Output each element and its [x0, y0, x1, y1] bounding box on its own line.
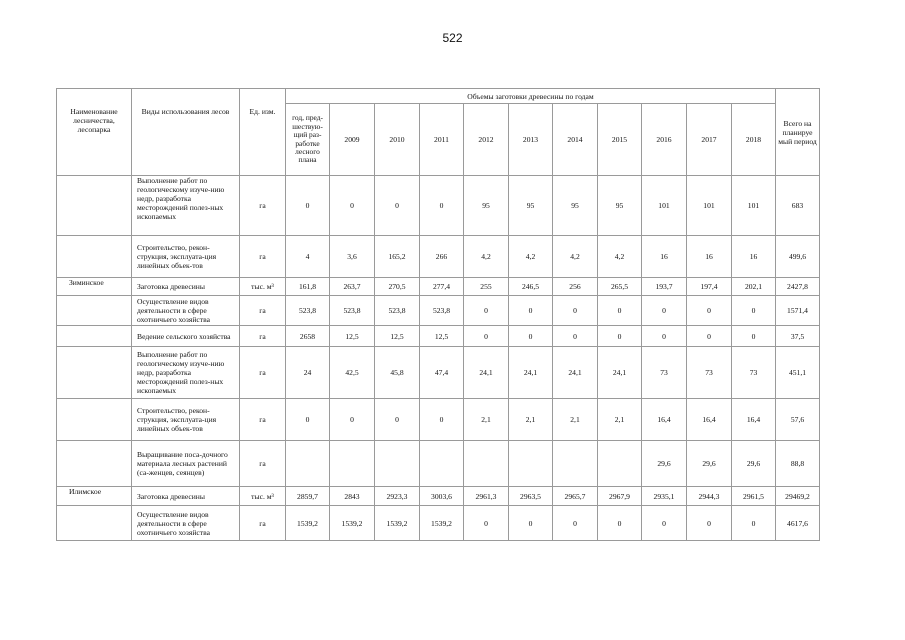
unit-cell: га [240, 296, 286, 326]
year-value-cell: 523,8 [375, 296, 420, 326]
header-forestry-name: Наименование лесничества, лесопарка [57, 89, 132, 176]
year-value-cell: 193,7 [642, 278, 687, 296]
header-forest-use: Виды использования лесов [132, 89, 240, 176]
total-value-cell: 2427,8 [776, 278, 820, 296]
year-value-cell: 29,6 [642, 441, 687, 487]
year-value-cell [464, 441, 509, 487]
year-value-cell: 2935,1 [642, 487, 687, 506]
header-year: 2012 [464, 104, 509, 176]
prev-year-value-cell: 0 [286, 176, 330, 236]
year-value-cell: 12,5 [375, 326, 420, 347]
year-value-cell: 101 [687, 176, 732, 236]
table-row [57, 399, 820, 441]
year-value-cell: 0 [598, 326, 642, 347]
year-value-cell: 16,4 [642, 399, 687, 441]
unit-cell: га [240, 441, 286, 487]
year-value-cell: 2,1 [598, 399, 642, 441]
prev-year-value-cell: 2658 [286, 326, 330, 347]
year-value-cell: 255 [464, 278, 509, 296]
table-row [57, 296, 820, 326]
forestry-name-cell: Илимское [57, 487, 132, 506]
total-value-cell: 499,6 [776, 236, 820, 278]
header-year: 2011 [420, 104, 464, 176]
unit-cell: тыс. м³ [240, 278, 286, 296]
year-value-cell: 0 [375, 176, 420, 236]
year-value-cell: 16,4 [732, 399, 776, 441]
year-value-cell: 263,7 [330, 278, 375, 296]
header-year: 2017 [687, 104, 732, 176]
year-value-cell: 265,5 [598, 278, 642, 296]
year-value-cell: 95 [464, 176, 509, 236]
year-value-cell: 0 [553, 326, 598, 347]
year-value-cell: 24,1 [553, 347, 598, 399]
year-value-cell: 29,6 [732, 441, 776, 487]
forestry-name-cell [57, 506, 132, 541]
year-value-cell: 0 [598, 506, 642, 541]
year-value-cell [509, 441, 553, 487]
total-value-cell: 683 [776, 176, 820, 236]
forestry-name-cell [57, 347, 132, 399]
year-value-cell: 0 [553, 506, 598, 541]
table-row [57, 441, 820, 487]
year-value-cell: 24,1 [509, 347, 553, 399]
year-value-cell: 2944,3 [687, 487, 732, 506]
year-value-cell: 16 [642, 236, 687, 278]
year-value-cell: 0 [642, 296, 687, 326]
unit-cell: га [240, 347, 286, 399]
prev-year-value-cell [286, 441, 330, 487]
year-value-cell: 16,4 [687, 399, 732, 441]
forestry-name-cell: Зиминское [57, 278, 132, 296]
year-value-cell: 73 [732, 347, 776, 399]
year-value-cell: 3,6 [330, 236, 375, 278]
forestry-name-cell [57, 399, 132, 441]
year-value-cell: 0 [553, 296, 598, 326]
forest-use-cell: Заготовка древесины [132, 487, 240, 506]
year-value-cell: 0 [598, 296, 642, 326]
year-value-cell: 246,5 [509, 278, 553, 296]
table-row [57, 326, 820, 347]
year-value-cell: 0 [687, 296, 732, 326]
forest-use-cell: Осуществление видов деятельности в сфере охотничьего хозяйства [132, 296, 240, 326]
year-value-cell: 197,4 [687, 278, 732, 296]
header-unit: Ед. изм. [240, 89, 286, 176]
forest-use-cell: Ведение сельского хозяйства [132, 326, 240, 347]
year-value-cell: 0 [509, 296, 553, 326]
forest-use-cell: Выращивание поса-дочного материала лесных растений (са-женцев, сеянцев) [132, 441, 240, 487]
year-value-cell: 2967,9 [598, 487, 642, 506]
forest-use-cell: Строительство, рекон-струкция, эксплуата-ция линейных объек-тов [132, 236, 240, 278]
prev-year-value-cell: 0 [286, 399, 330, 441]
year-value-cell: 0 [509, 326, 553, 347]
year-value-cell: 0 [375, 399, 420, 441]
unit-cell: га [240, 236, 286, 278]
table-body [57, 176, 820, 541]
total-value-cell: 4617,6 [776, 506, 820, 541]
forest-use-cell: Осуществление видов деятельности в сфере охотничьего хозяйства [132, 506, 240, 541]
year-value-cell: 2843 [330, 487, 375, 506]
prev-year-value-cell: 4 [286, 236, 330, 278]
table-row [57, 176, 820, 236]
forestry-name-cell [57, 236, 132, 278]
year-value-cell: 0 [642, 326, 687, 347]
forestry-name-cell [57, 326, 132, 347]
page-number: 522 [442, 31, 463, 45]
year-value-cell: 256 [553, 278, 598, 296]
year-value-cell: 1539,2 [375, 506, 420, 541]
year-value-cell: 0 [642, 506, 687, 541]
year-value-cell: 4,2 [464, 236, 509, 278]
year-value-cell: 277,4 [420, 278, 464, 296]
forestry-name-cell [57, 296, 132, 326]
year-value-cell: 2,1 [509, 399, 553, 441]
header-total: Всего на планируе мый период [776, 89, 820, 176]
prev-year-value-cell: 24 [286, 347, 330, 399]
header-prev-year: год, пред-шествую-щий раз-работке лесного плана [286, 104, 330, 176]
header-year: 2010 [375, 104, 420, 176]
year-value-cell: 24,1 [464, 347, 509, 399]
total-value-cell: 29469,2 [776, 487, 820, 506]
year-value-cell: 2,1 [553, 399, 598, 441]
prev-year-value-cell: 523,8 [286, 296, 330, 326]
year-value-cell: 2961,3 [464, 487, 509, 506]
year-value-cell: 2965,7 [553, 487, 598, 506]
table-row [57, 487, 820, 506]
year-value-cell: 0 [509, 506, 553, 541]
total-value-cell: 451,1 [776, 347, 820, 399]
year-value-cell: 0 [330, 176, 375, 236]
year-value-cell: 95 [509, 176, 553, 236]
year-value-cell: 202,1 [732, 278, 776, 296]
year-value-cell: 523,8 [330, 296, 375, 326]
year-value-cell: 165,2 [375, 236, 420, 278]
year-value-cell: 4,2 [553, 236, 598, 278]
forest-use-cell: Строительство, рекон-струкция, эксплуата-ция линейных объек-тов [132, 399, 240, 441]
header-volumes-by-year: Объемы заготовки древесины по годам [286, 89, 776, 104]
unit-cell: тыс. м³ [240, 487, 286, 506]
year-value-cell: 2963,5 [509, 487, 553, 506]
unit-cell: га [240, 399, 286, 441]
year-value-cell: 73 [642, 347, 687, 399]
year-value-cell: 4,2 [598, 236, 642, 278]
unit-cell: га [240, 326, 286, 347]
year-value-cell: 0 [464, 506, 509, 541]
year-value-cell: 95 [598, 176, 642, 236]
year-value-cell: 101 [642, 176, 687, 236]
year-value-cell: 0 [330, 399, 375, 441]
year-value-cell: 0 [687, 326, 732, 347]
forestry-name-cell [57, 441, 132, 487]
year-value-cell: 2923,3 [375, 487, 420, 506]
table-row [57, 278, 820, 296]
prev-year-value-cell: 2859,7 [286, 487, 330, 506]
year-value-cell: 16 [732, 236, 776, 278]
prev-year-value-cell: 161,8 [286, 278, 330, 296]
year-value-cell: 0 [420, 176, 464, 236]
year-value-cell: 12,5 [420, 326, 464, 347]
total-value-cell: 57,6 [776, 399, 820, 441]
header-year: 2018 [732, 104, 776, 176]
year-value-cell: 0 [732, 326, 776, 347]
year-value-cell: 266 [420, 236, 464, 278]
forestry-name-cell [57, 176, 132, 236]
header-year: 2014 [553, 104, 598, 176]
year-value-cell: 73 [687, 347, 732, 399]
year-value-cell: 1539,2 [330, 506, 375, 541]
year-value-cell: 95 [553, 176, 598, 236]
year-value-cell: 12,5 [330, 326, 375, 347]
year-value-cell [375, 441, 420, 487]
year-value-cell: 0 [464, 326, 509, 347]
table-row [57, 236, 820, 278]
year-value-cell: 0 [732, 296, 776, 326]
total-value-cell: 88,8 [776, 441, 820, 487]
total-value-cell: 37,5 [776, 326, 820, 347]
year-value-cell: 1539,2 [420, 506, 464, 541]
table-row [57, 506, 820, 541]
year-value-cell: 29,6 [687, 441, 732, 487]
year-value-cell: 270,5 [375, 278, 420, 296]
year-value-cell: 16 [687, 236, 732, 278]
forest-use-cell: Заготовка древесины [132, 278, 240, 296]
table-row [57, 347, 820, 399]
header-year: 2016 [642, 104, 687, 176]
year-value-cell: 3003,6 [420, 487, 464, 506]
year-value-cell: 2,1 [464, 399, 509, 441]
year-value-cell: 45,8 [375, 347, 420, 399]
unit-cell: га [240, 506, 286, 541]
year-value-cell: 101 [732, 176, 776, 236]
prev-year-value-cell: 1539,2 [286, 506, 330, 541]
year-value-cell: 0 [732, 506, 776, 541]
year-value-cell: 0 [420, 399, 464, 441]
unit-cell: га [240, 176, 286, 236]
total-value-cell: 1571,4 [776, 296, 820, 326]
year-value-cell: 47,4 [420, 347, 464, 399]
year-value-cell [330, 441, 375, 487]
year-value-cell [553, 441, 598, 487]
year-value-cell: 4,2 [509, 236, 553, 278]
year-value-cell: 42,5 [330, 347, 375, 399]
harvest-volume-table [56, 88, 820, 541]
year-value-cell: 2961,5 [732, 487, 776, 506]
year-value-cell [420, 441, 464, 487]
header-year: 2013 [509, 104, 553, 176]
forest-use-cell: Выполнение работ по геологическому изуче-нию недр, разработка месторождений полез-ных ископаемых [132, 347, 240, 399]
year-value-cell: 24,1 [598, 347, 642, 399]
header-year: 2015 [598, 104, 642, 176]
year-value-cell: 0 [464, 296, 509, 326]
year-value-cell: 0 [687, 506, 732, 541]
year-value-cell: 523,8 [420, 296, 464, 326]
year-value-cell [598, 441, 642, 487]
header-year: 2009 [330, 104, 375, 176]
forest-use-cell: Выполнение работ по геологическому изуче-нию недр, разработка месторождений полез-ных ископаемых [132, 176, 240, 236]
